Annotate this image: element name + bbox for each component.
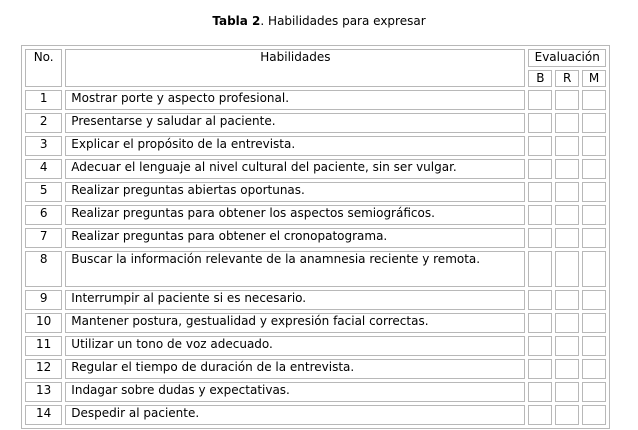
row-skill: Realizar preguntas para obtener el cronopatograma. [65,228,525,248]
caption-title: . Habilidades para expresar [260,14,426,28]
eval-cell-r [555,159,579,179]
eval-cell-b [528,90,552,110]
table-row [25,90,606,110]
eval-cell-r [555,136,579,156]
eval-cell-b [528,205,552,225]
row-number: 10 [25,313,62,333]
header-r: R [555,70,579,87]
row-number: 13 [25,382,62,402]
header-evaluacion: Evaluación [528,49,606,67]
row-skill: Mantener postura, gestualidad y expresión facial correctas. [65,313,525,333]
eval-cell-r [555,205,579,225]
row-number: 3 [25,136,62,156]
eval-cell-m [582,182,606,202]
caption-label: Tabla 2 [212,14,261,28]
row-number: 7 [25,228,62,248]
skills-table-frame [21,45,610,429]
eval-cell-r [555,405,579,425]
row-skill: Mostrar porte y aspecto profesional. [65,90,525,110]
table-row [25,159,606,179]
table-row [25,405,606,425]
eval-cell-b [528,113,552,133]
row-skill: Interrumpir al paciente si es necesario. [65,290,525,310]
eval-cell-r [555,251,579,287]
eval-cell-m [582,136,606,156]
eval-cell-m [582,113,606,133]
eval-cell-m [582,251,606,287]
table-row [25,205,606,225]
row-number: 8 [25,251,62,287]
row-number: 12 [25,359,62,379]
row-skill: Presentarse y saludar al paciente. [65,113,525,133]
eval-cell-r [555,382,579,402]
header-m: M [582,70,606,87]
eval-cell-r [555,182,579,202]
row-skill: Utilizar un tono de voz adecuado. [65,336,525,356]
row-number: 6 [25,205,62,225]
eval-cell-m [582,205,606,225]
eval-cell-m [582,313,606,333]
row-skill: Buscar la información relevante de la anamnesia reciente y remota. [65,251,525,287]
eval-cell-b [528,136,552,156]
row-skill: Realizar preguntas abiertas oportunas. [65,182,525,202]
row-number: 4 [25,159,62,179]
eval-cell-m [582,159,606,179]
header-b: B [528,70,552,87]
eval-cell-b [528,382,552,402]
eval-cell-r [555,113,579,133]
table-row [25,313,606,333]
row-number: 9 [25,290,62,310]
eval-cell-m [582,382,606,402]
header-habilidades: Habilidades [65,49,525,87]
row-skill: Explicar el propósito de la entrevista. [65,136,525,156]
eval-cell-b [528,336,552,356]
eval-cell-m [582,228,606,248]
row-skill: Indagar sobre dudas y expectativas. [65,382,525,402]
row-number: 11 [25,336,62,356]
table-row [25,359,606,379]
eval-cell-r [555,313,579,333]
row-number: 5 [25,182,62,202]
table-row [25,336,606,356]
table-row [25,228,606,248]
skills-table [22,46,609,428]
eval-cell-m [582,290,606,310]
table-row [25,382,606,402]
eval-cell-m [582,90,606,110]
row-skill: Regular el tiempo de duración de la entrevista. [65,359,525,379]
row-skill: Despedir al paciente. [65,405,525,425]
table-caption [0,14,638,28]
eval-cell-m [582,359,606,379]
eval-cell-b [528,313,552,333]
eval-cell-r [555,336,579,356]
table-row [25,113,606,133]
eval-cell-b [528,359,552,379]
row-skill: Adecuar el lenguaje al nivel cultural del paciente, sin ser vulgar. [65,159,525,179]
eval-cell-r [555,228,579,248]
eval-cell-b [528,228,552,248]
eval-cell-m [582,405,606,425]
header-no: No. [25,49,62,87]
table-row [25,136,606,156]
row-number: 1 [25,90,62,110]
eval-cell-b [528,182,552,202]
row-number: 2 [25,113,62,133]
row-skill: Realizar preguntas para obtener los aspectos semiográficos. [65,205,525,225]
eval-cell-b [528,405,552,425]
table-row [25,182,606,202]
eval-cell-r [555,290,579,310]
eval-cell-b [528,159,552,179]
eval-cell-r [555,90,579,110]
row-number: 14 [25,405,62,425]
eval-cell-b [528,290,552,310]
table-row [25,251,606,287]
eval-cell-b [528,251,552,287]
table-row [25,290,606,310]
eval-cell-m [582,336,606,356]
eval-cell-r [555,359,579,379]
